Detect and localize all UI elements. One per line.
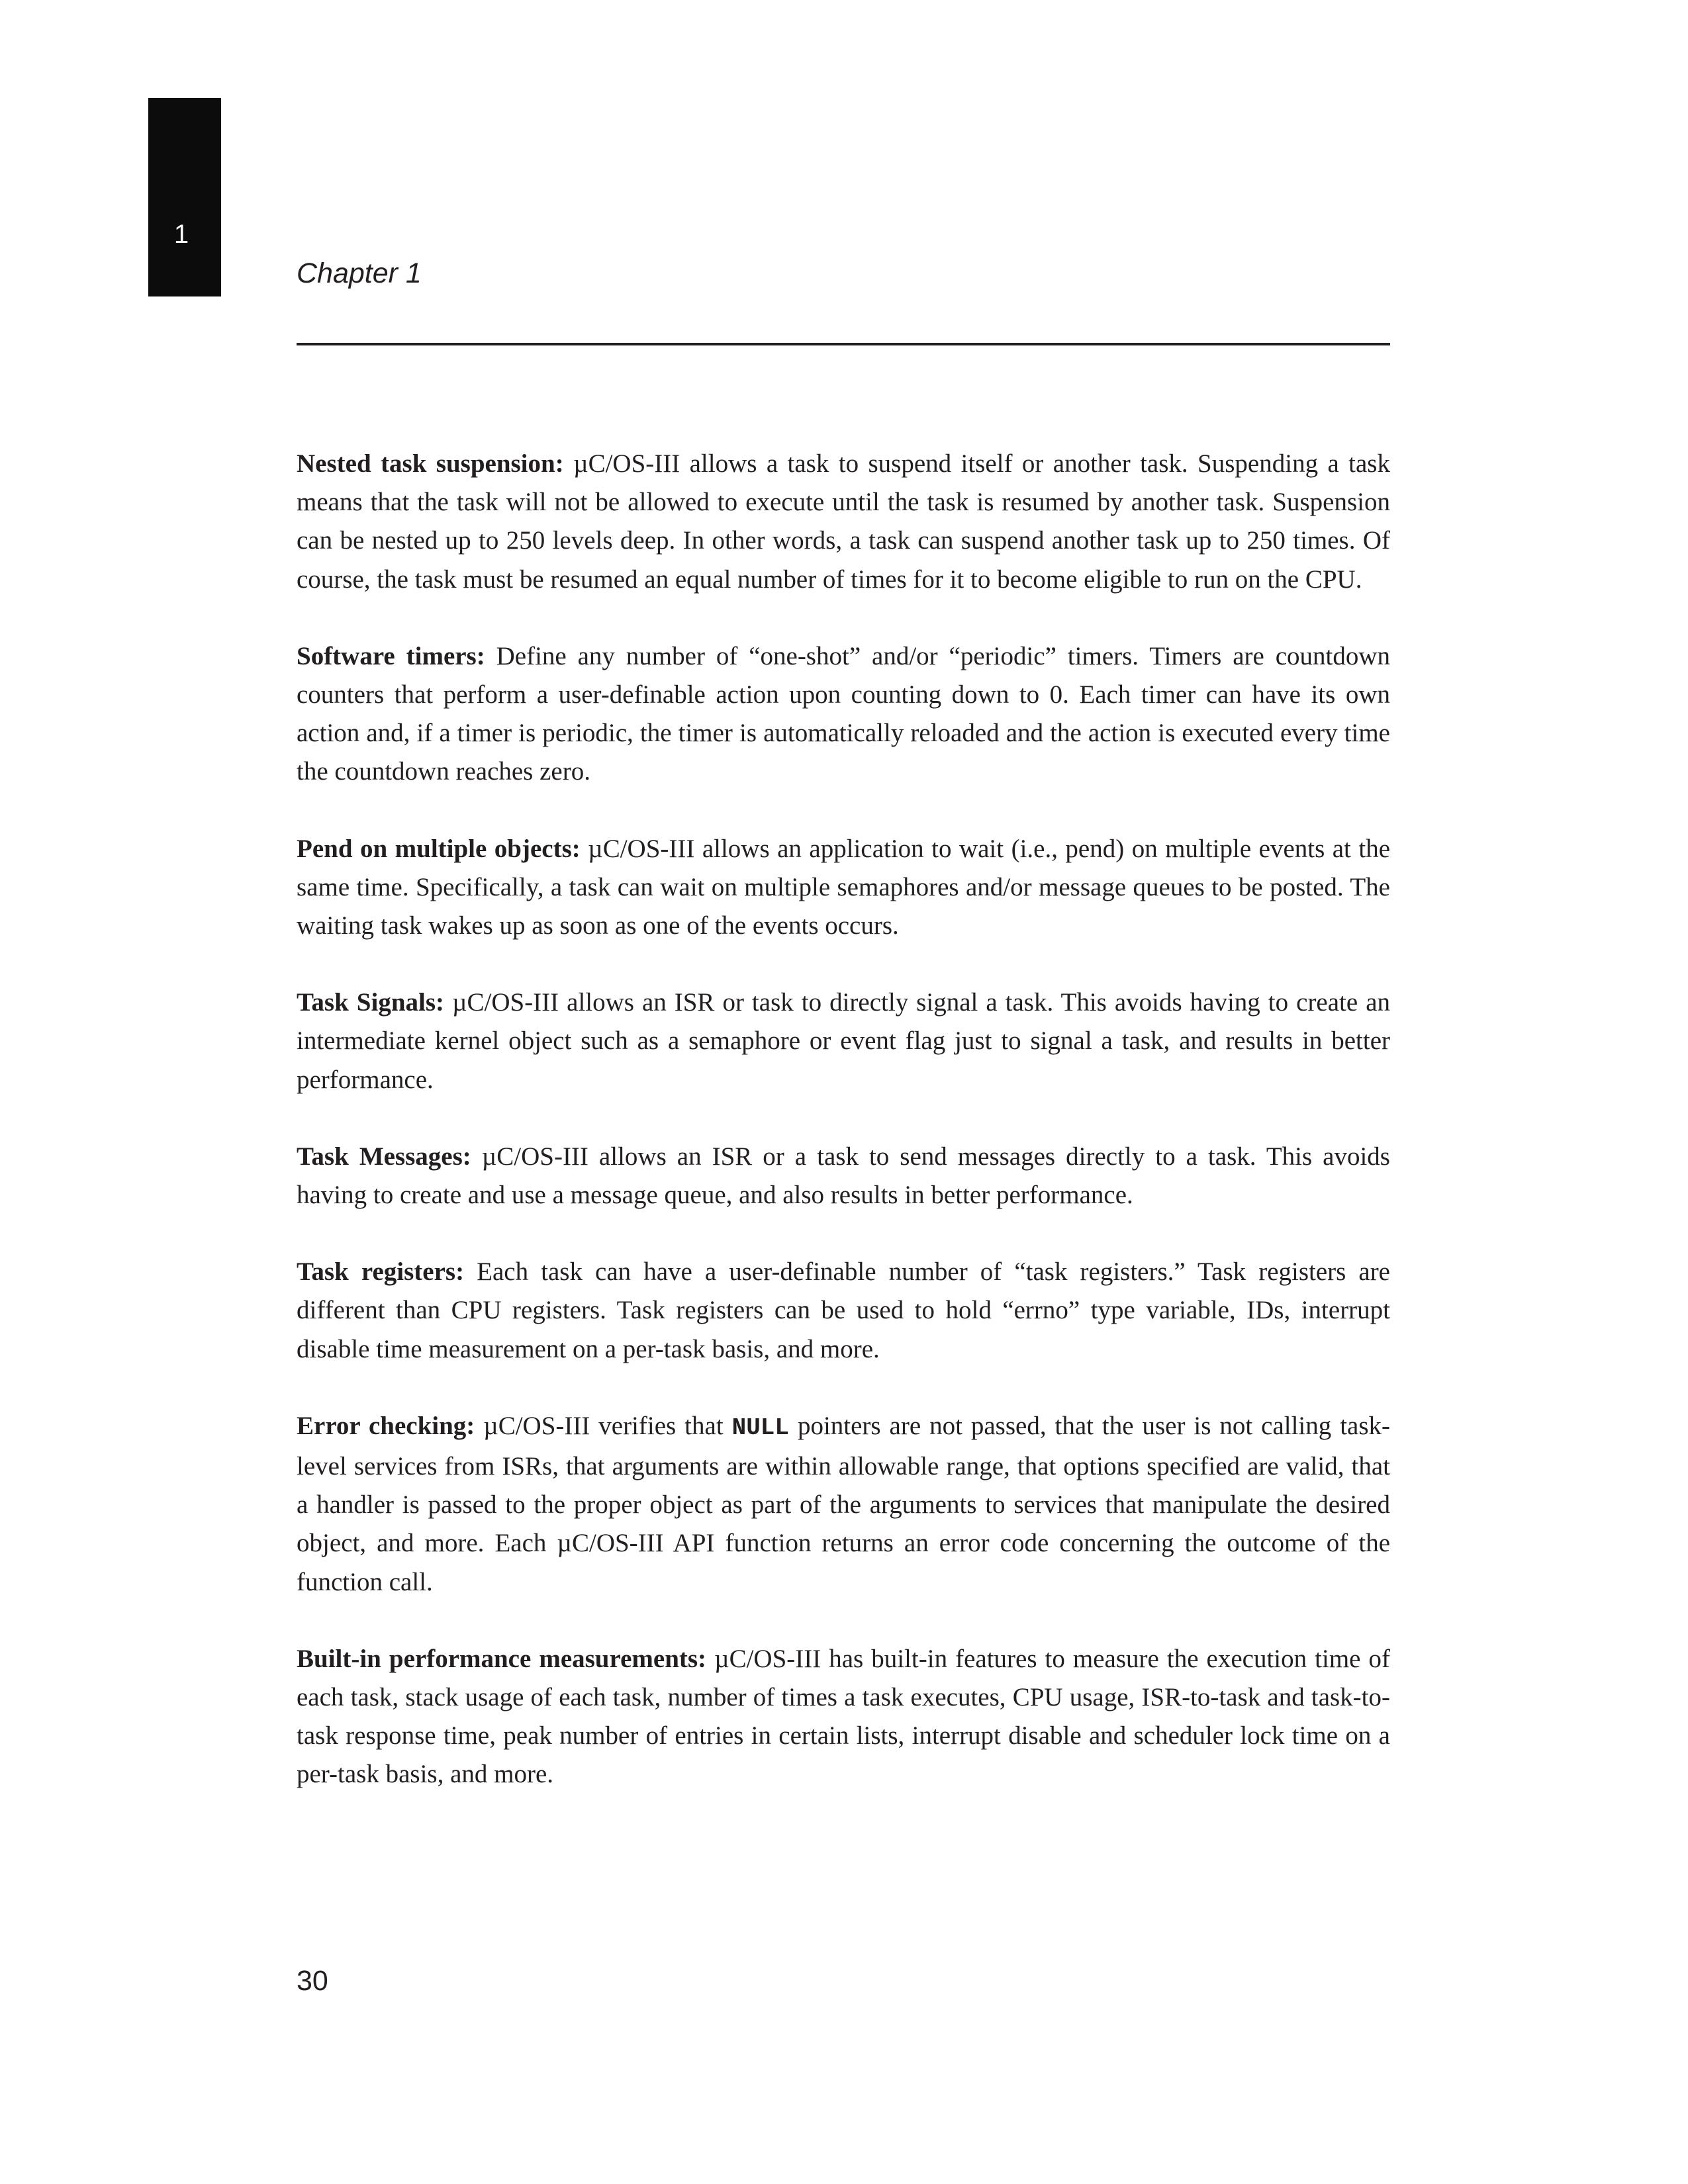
page-number: 30: [297, 1965, 328, 1997]
term-task-signals: Task Signals:: [297, 988, 445, 1017]
paragraph-text: Each task can have a user-definable number of “task registers.” Task registers are different than CPU registers. Task registers can be used to hold “errno” type variable, IDs, interrupt disable time measurement on a per-task basis, and more.: [297, 1257, 1390, 1363]
running-head: Chapter 1: [297, 257, 422, 289]
paragraph-error-checking: [297, 1407, 1390, 1602]
term-task-messages: Task Messages:: [297, 1142, 471, 1171]
paragraph-text: µC/OS-III allows a task to suspend itself or another task. Suspending a task means that the task will not be allowed to execute until the task is resumed by another task. Suspension can be nested up to 250 levels deep. In other words, a task can suspend another task up to 250 times. Of course, the task must be resumed an equal number of times for it to become eligible to run on the CPU.: [297, 449, 1390, 594]
paragraph-text: µC/OS-III verifies that: [483, 1411, 724, 1440]
body-text: [297, 445, 1390, 1833]
term-task-registers: Task registers:: [297, 1257, 465, 1287]
paragraph-task-messages: [297, 1138, 1390, 1214]
term-built-in-performance-measurements: Built-in performance measurements:: [297, 1644, 707, 1673]
paragraph-text: µC/OS-III allows an ISR or a task to send messages directly to a task. This avoids having to create and use a message queue, and also results in better performance.: [297, 1142, 1390, 1210]
paragraph-text: Define any number of “one-shot” and/or “periodic” timers. Timers are countdown counters that perform a user-definable action upon counting down to 0. Each timer can have its own action and, if a timer is periodic, the timer is automatically reloaded and the action is executed every time the countdown reaches zero.: [297, 641, 1391, 786]
paragraph-text: µC/OS-III allows an application to wait (i.e., pend) on multiple events at the same time. Specifically, a task can wait on multiple semaphores and/or message queues to be posted. The waiting task wakes up as soon as one of the events occurs.: [297, 834, 1391, 940]
code-null: NULL: [731, 1414, 790, 1441]
paragraph-task-registers: [297, 1253, 1390, 1369]
term-nested-task-suspension: Nested task suspension:: [297, 449, 564, 478]
term-pend-on-multiple-objects: Pend on multiple objects:: [297, 834, 581, 863]
chapter-tab-number: 1: [173, 220, 189, 249]
chapter-tab: [148, 98, 221, 296]
paragraph-task-signals: [297, 983, 1390, 1099]
paragraph-text: µC/OS-III has built-in features to measure the execution time of each task, stack usage of each task, number of times a task executes, CPU usage, ISR-to-task and task-to-task response time, peak number of entries in certain lists, interrupt disable and scheduler lock time on a per-task basis, and more.: [297, 1644, 1391, 1789]
paragraph-text: µC/OS-III allows an ISR or task to directly signal a task. This avoids having to create an intermediate kernel object such as a semaphore or event flag just to signal a task, and results in better performance.: [297, 988, 1390, 1094]
paragraph-nested-task-suspension: [297, 445, 1390, 599]
paragraph-built-in-performance-measurements: [297, 1640, 1390, 1794]
term-software-timers: Software timers:: [297, 641, 485, 670]
paragraph-pend-on-multiple-objects: [297, 830, 1390, 946]
paragraph-software-timers: [297, 637, 1390, 792]
paragraph-text: pointers are not passed, that the user is not calling task-level services from ISRs, that arguments are within allowable range, that options specified are valid, that a handler is passed to the proper object as part of the arguments to services that manipulate the desired object, and more. Each µC/OS-III API function returns an error code concerning the outcome of the function call.: [297, 1411, 1391, 1596]
header-rule: [297, 343, 1390, 345]
term-error-checking: Error checking:: [297, 1411, 475, 1440]
